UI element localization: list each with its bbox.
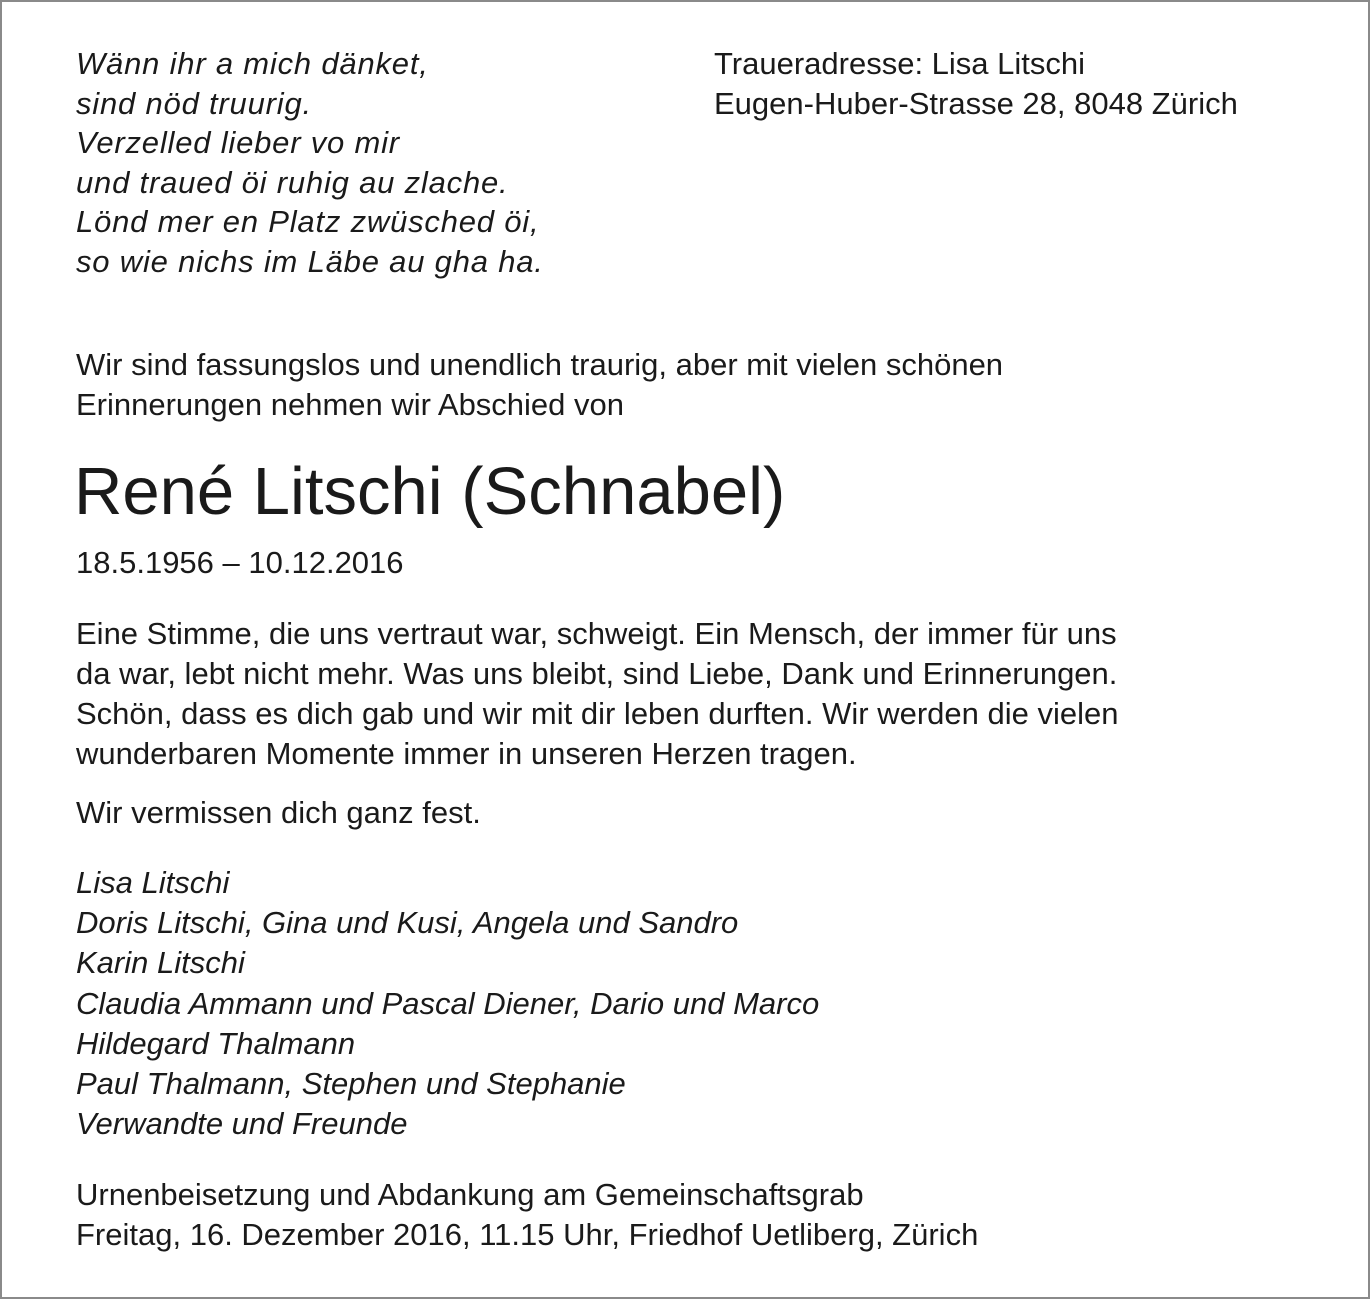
address-contact: Traueradresse: Lisa Litschi: [714, 46, 1086, 81]
message-line: Eine Stimme, die uns vertraut war, schweigt. Ein Mensch, der immer für uns: [76, 616, 1117, 651]
poem-line: Lönd mer en Platz zwüsched öi,: [76, 204, 540, 239]
mourners-list: [76, 863, 819, 1144]
mourner-entry: Claudia Ammann und Pascal Diener, Dario und Marco: [76, 985, 820, 1021]
poem-line: Verzelled lieber vo mir: [76, 125, 400, 160]
intro-line: Wir sind fassungslos und unendlich traurig, aber mit vielen schönen: [76, 347, 1004, 382]
poem-line: Wänn ihr a mich dänket,: [76, 46, 429, 81]
mourner-entry: Paul Thalmann, Stephen und Stephanie: [76, 1066, 626, 1102]
life-dates: 18.5.1956 – 10.12.2016: [76, 545, 404, 580]
mourner-entry: Verwandte und Freunde: [76, 1106, 408, 1142]
intro-line: Erinnerungen nehmen wir Abschied von: [76, 387, 625, 422]
poem-line: und traued öi ruhig au zlache.: [76, 164, 509, 200]
message-line: wunderbaren Momente immer in unseren Herzen tragen.: [76, 736, 857, 771]
intro-text: [76, 345, 1003, 425]
address-street: Eugen-Huber-Strasse 28, 8048 Zürich: [714, 85, 1238, 121]
poem: [76, 44, 544, 281]
message-line: da war, lebt nicht mehr. Was uns bleibt, sind Liebe, Dank und Erinnerungen.: [76, 656, 1118, 691]
funeral-type: Urnenbeisetzung und Abdankung am Gemeinschaftsgrab: [76, 1177, 864, 1212]
message-line: Schön, dass es dich gab und wir mit dir leben durften. Wir werden die vielen: [76, 696, 1119, 731]
memorial-message: [76, 614, 1118, 774]
funeral-info: [76, 1175, 978, 1255]
mourning-address: [714, 44, 1238, 123]
mourner-entry: Doris Litschi, Gina und Kusi, Angela und Sandro: [76, 905, 739, 941]
deceased-name: René Litschi (Schnabel): [74, 454, 786, 529]
closing-line: Wir vermissen dich ganz fest.: [76, 795, 481, 830]
mourner-entry: Lisa Litschi: [76, 865, 230, 900]
poem-line: so wie nichs im Läbe au gha ha.: [76, 243, 544, 279]
funeral-datetime-location: Freitag, 16. Dezember 2016, 11.15 Uhr, Friedhof Uetliberg, Zürich: [76, 1217, 979, 1252]
mourner-entry: Karin Litschi: [76, 945, 245, 981]
poem-line: sind nöd truurig.: [76, 85, 312, 121]
mourner-entry: Hildegard Thalmann: [76, 1025, 356, 1061]
